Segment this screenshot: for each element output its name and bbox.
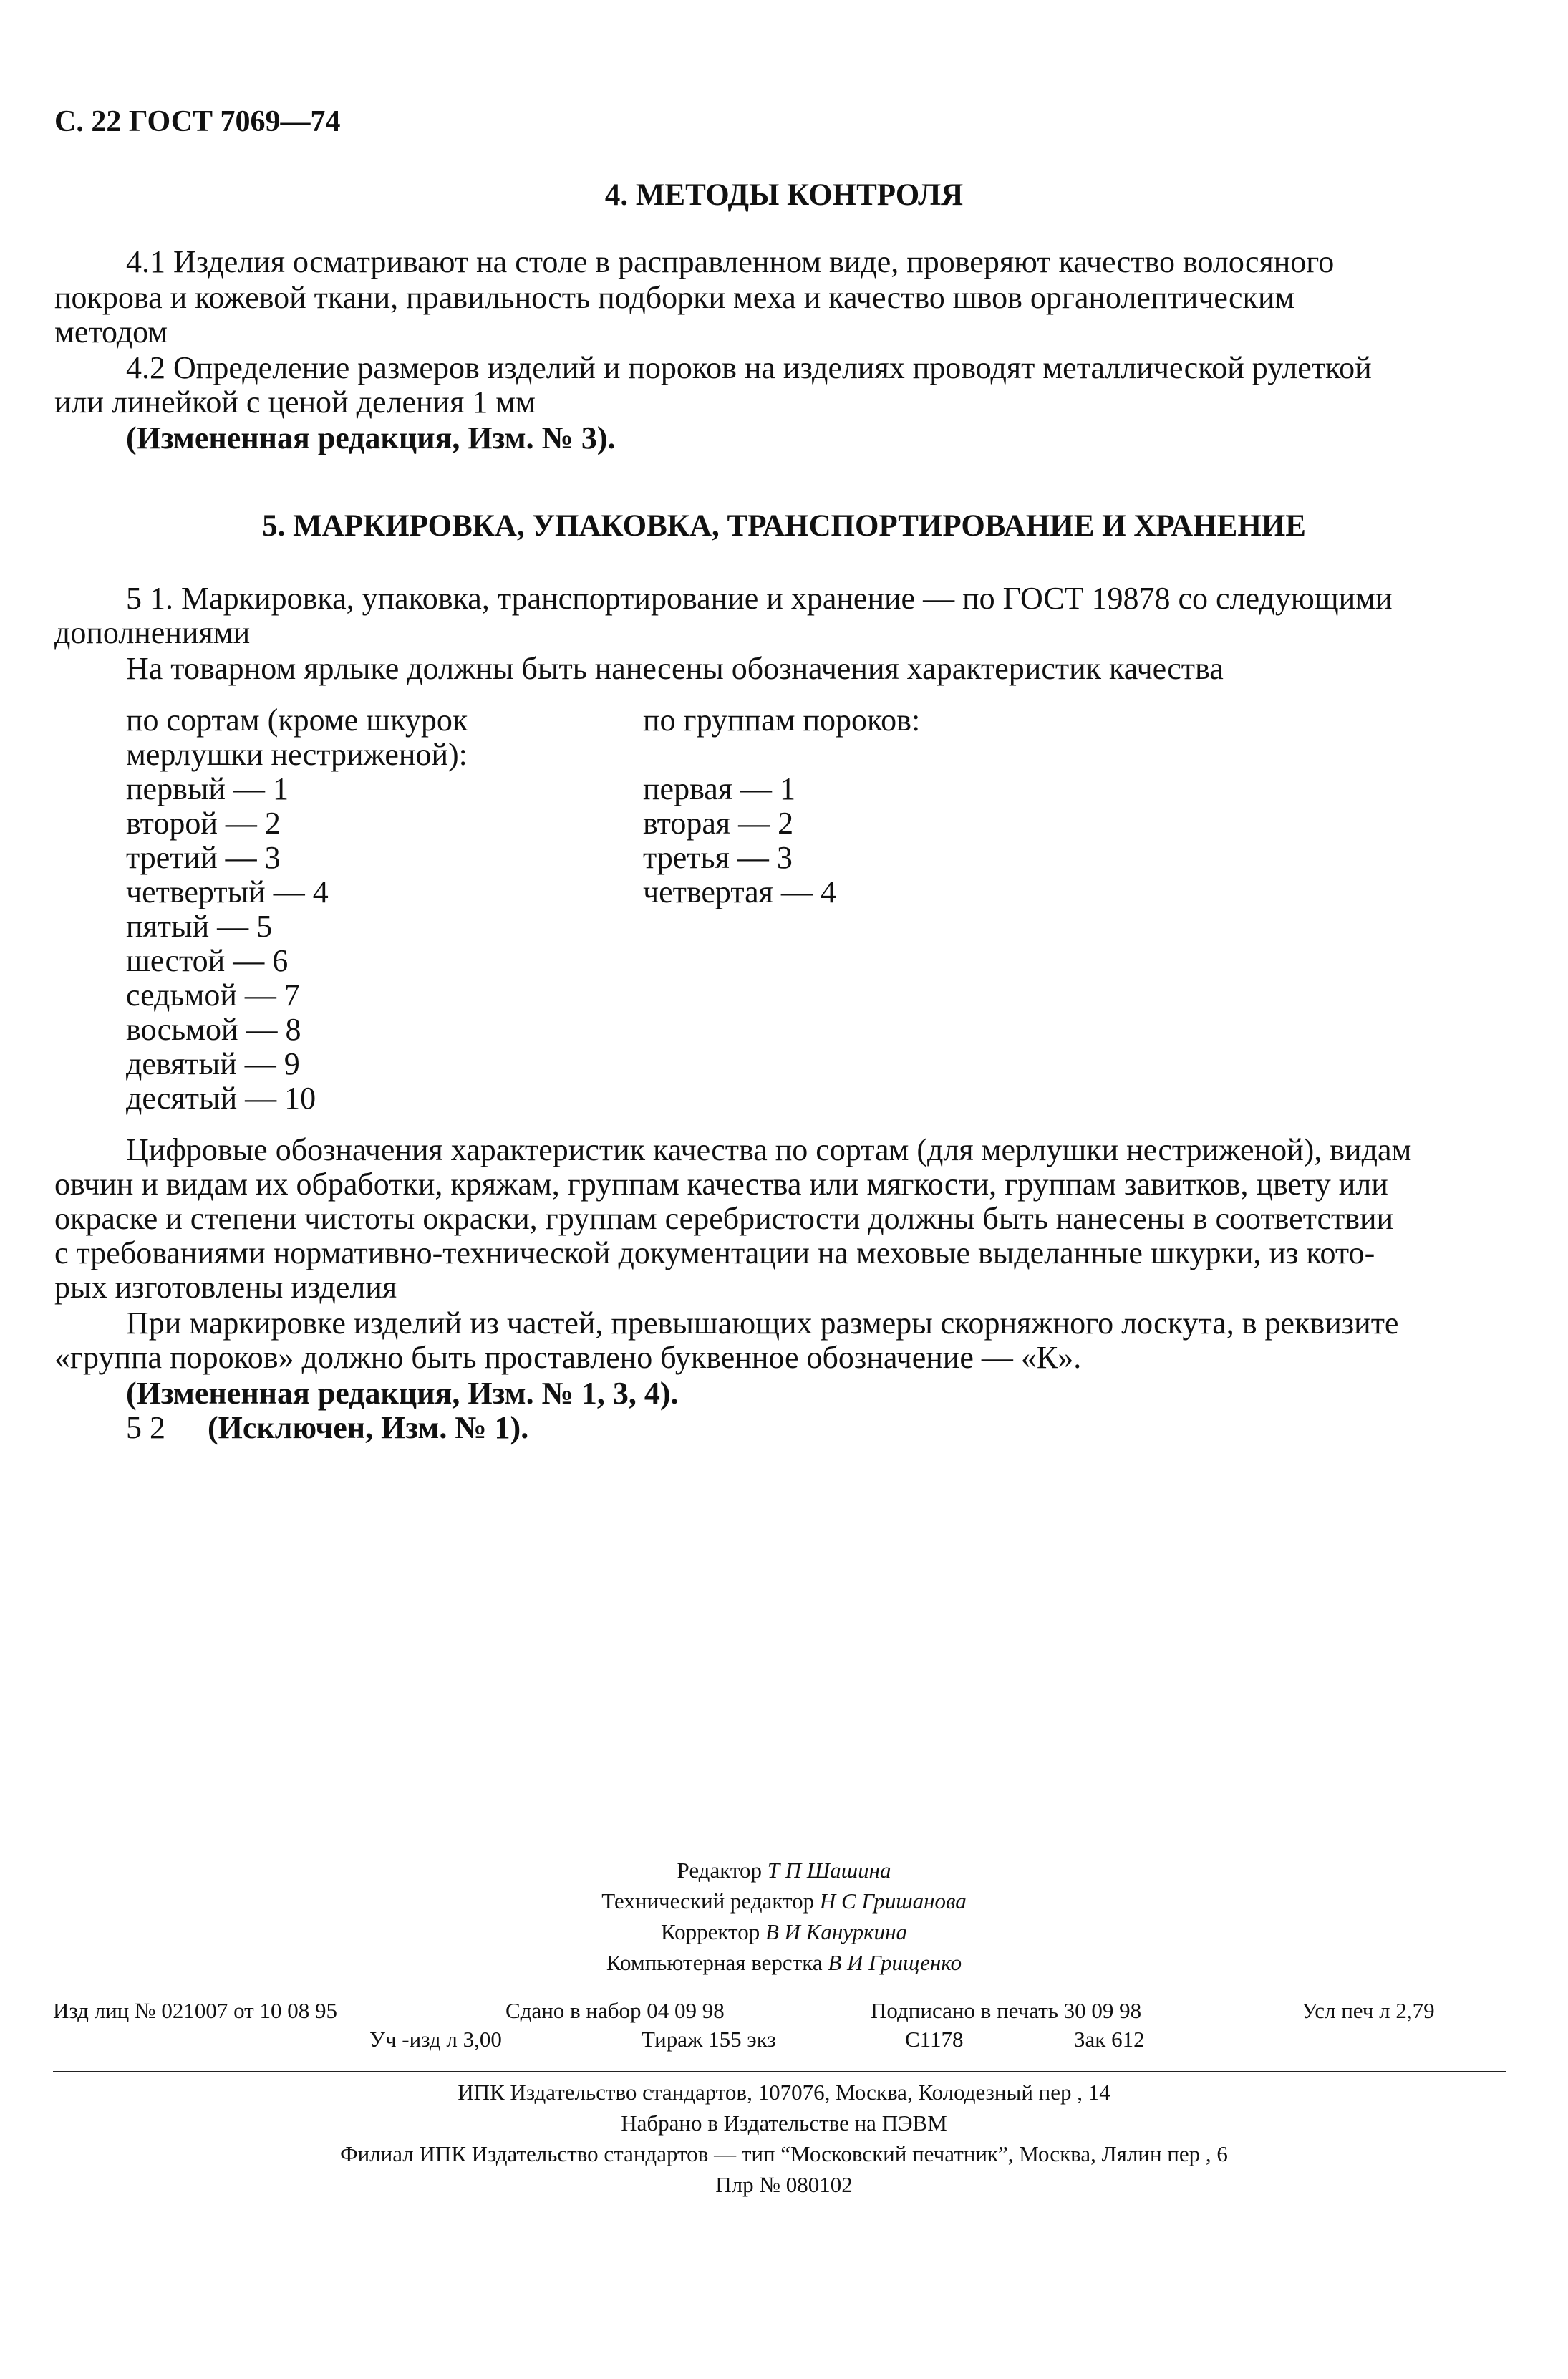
imprint-run: Тираж 155 экз xyxy=(642,2027,776,2052)
imprint-code: С1178 xyxy=(905,2027,964,2052)
publisher-line-3: Филиал ИПК Издательство стандартов — тип “Московский печатник”, Москва, Лялин пер , 6 xyxy=(340,2141,1228,2166)
left-col-head-1: по сортам (кроме шкурок xyxy=(126,703,468,738)
para-digital-line-2: овчин и видам их обработки, кряжам, группам качества или мягкости, группам завитков, цвету или xyxy=(54,1167,1388,1202)
imprint-print-sheets: Усл печ л 2,79 xyxy=(1302,1998,1435,2023)
para-4-1-line-1: 4.1 Изделия осматривают на столе в расправленном виде, проверяют качество волосяного xyxy=(126,244,1335,279)
grade-item: седьмой — 7 xyxy=(126,978,300,1013)
publisher-line-4: Плр № 080102 xyxy=(715,2172,853,2197)
grade-item: пятый — 5 xyxy=(126,909,273,944)
publisher-line-1: ИПК Издательство стандартов, 107076, Москва, Колодезный пер , 14 xyxy=(458,2080,1110,2105)
para-4-1-line-2: покрова и кожевой ткани, правильность подборки меха и качество швов органолептическим xyxy=(54,280,1295,315)
para-digital-line-4: с требованиями нормативно-технической документации на меховые выделанные шкурки, из кото- xyxy=(54,1235,1375,1270)
grade-item: шестой — 6 xyxy=(126,943,289,978)
para-digital-line-5: рых изготовлены изделия xyxy=(54,1270,397,1305)
right-col-head: по группам пороков: xyxy=(643,703,921,738)
defect-group-item: первая — 1 xyxy=(643,771,796,806)
para-4-2-line-1: 4.2 Определение размеров изделий и пороков на изделиях проводят металлической рулеткой xyxy=(126,350,1372,385)
para-digital-line-3: окраске и степени чистоты окраски, группам серебристости должны быть нанесены в соответствии xyxy=(54,1201,1394,1236)
grade-item: второй — 2 xyxy=(126,806,281,841)
defect-group-item: третья — 3 xyxy=(643,840,793,875)
defect-group-item: четвертая — 4 xyxy=(643,874,836,909)
para-5-2-number: 5 2 xyxy=(126,1410,165,1445)
para-digital-line-1: Цифровые обозначения характеристик качества по сортам (для мерлушки нестриженой), видам xyxy=(126,1132,1412,1167)
para-5-1-line-2: дополнениями xyxy=(54,615,251,650)
left-col-head-2: мерлушки нестриженой): xyxy=(126,737,468,772)
publisher-line-2: Набрано в Издательстве на ПЭВМ xyxy=(621,2110,947,2136)
grade-item: четвертый — 4 xyxy=(126,874,329,909)
credit-editor: Редактор Т П Шашина xyxy=(677,1858,891,1883)
para-5-1-line-1: 5 1. Маркировка, упаковка, транспортирование и хранение — по ГОСТ 19878 со следующими xyxy=(126,581,1393,616)
section-5-title: 5. МАРКИРОВКА, УПАКОВКА, ТРАНСПОРТИРОВАНИЕ И ХРАНЕНИЕ xyxy=(262,509,1306,543)
para-marking-line-2: «группа пороков» должно быть проставлено буквенное обозначение — «К». xyxy=(54,1340,1082,1375)
grade-item: десятый — 10 xyxy=(126,1081,316,1116)
imprint-signed: Подписано в печать 30 09 98 xyxy=(871,1998,1142,2023)
section-5-revision: (Измененная редакция, Изм. № 1, 3, 4). xyxy=(126,1376,679,1411)
para-marking-line-1: При маркировке изделий из частей, превышающих размеры скорняжного лоскута, в реквизите xyxy=(126,1306,1399,1341)
section-4-title: 4. МЕТОДЫ КОНТРОЛЯ xyxy=(604,178,964,212)
imprint-typeset: Сдано в набор 04 09 98 xyxy=(505,1998,725,2023)
para-4-2-line-2: или линейкой с ценой деления 1 мм xyxy=(54,385,536,420)
section-4-revision: (Измененная редакция, Изм. № 3). xyxy=(126,420,616,455)
defect-group-item: вторая — 2 xyxy=(643,806,794,841)
imprint-license: Изд лиц № 021007 от 10 08 95 xyxy=(53,1998,337,2023)
grade-item: девятый — 9 xyxy=(126,1046,300,1081)
label-intro: На товарном ярлыке должны быть нанесены обозначения характеристик качества xyxy=(126,651,1224,686)
credit-layout: Компьютерная верстка В И Грищенко xyxy=(606,1950,962,1975)
credit-tech-editor: Технический редактор Н С Гришанова xyxy=(601,1888,967,1914)
grade-item: восьмой — 8 xyxy=(126,1012,301,1047)
credit-corrector: Корректор В И Кануркина xyxy=(661,1919,907,1944)
para-4-1-line-3: методом xyxy=(54,314,168,349)
grade-item: третий — 3 xyxy=(126,840,281,875)
imprint-order: Зак 612 xyxy=(1074,2027,1145,2052)
page-header: С. 22 ГОСТ 7069—74 xyxy=(54,105,341,138)
imprint-pub-sheets: Уч -изд л 3,00 xyxy=(369,2027,502,2052)
para-5-2-text: (Исключен, Изм. № 1). xyxy=(208,1410,529,1445)
grade-item: первый — 1 xyxy=(126,771,289,806)
imprint-divider xyxy=(53,2071,1506,2072)
